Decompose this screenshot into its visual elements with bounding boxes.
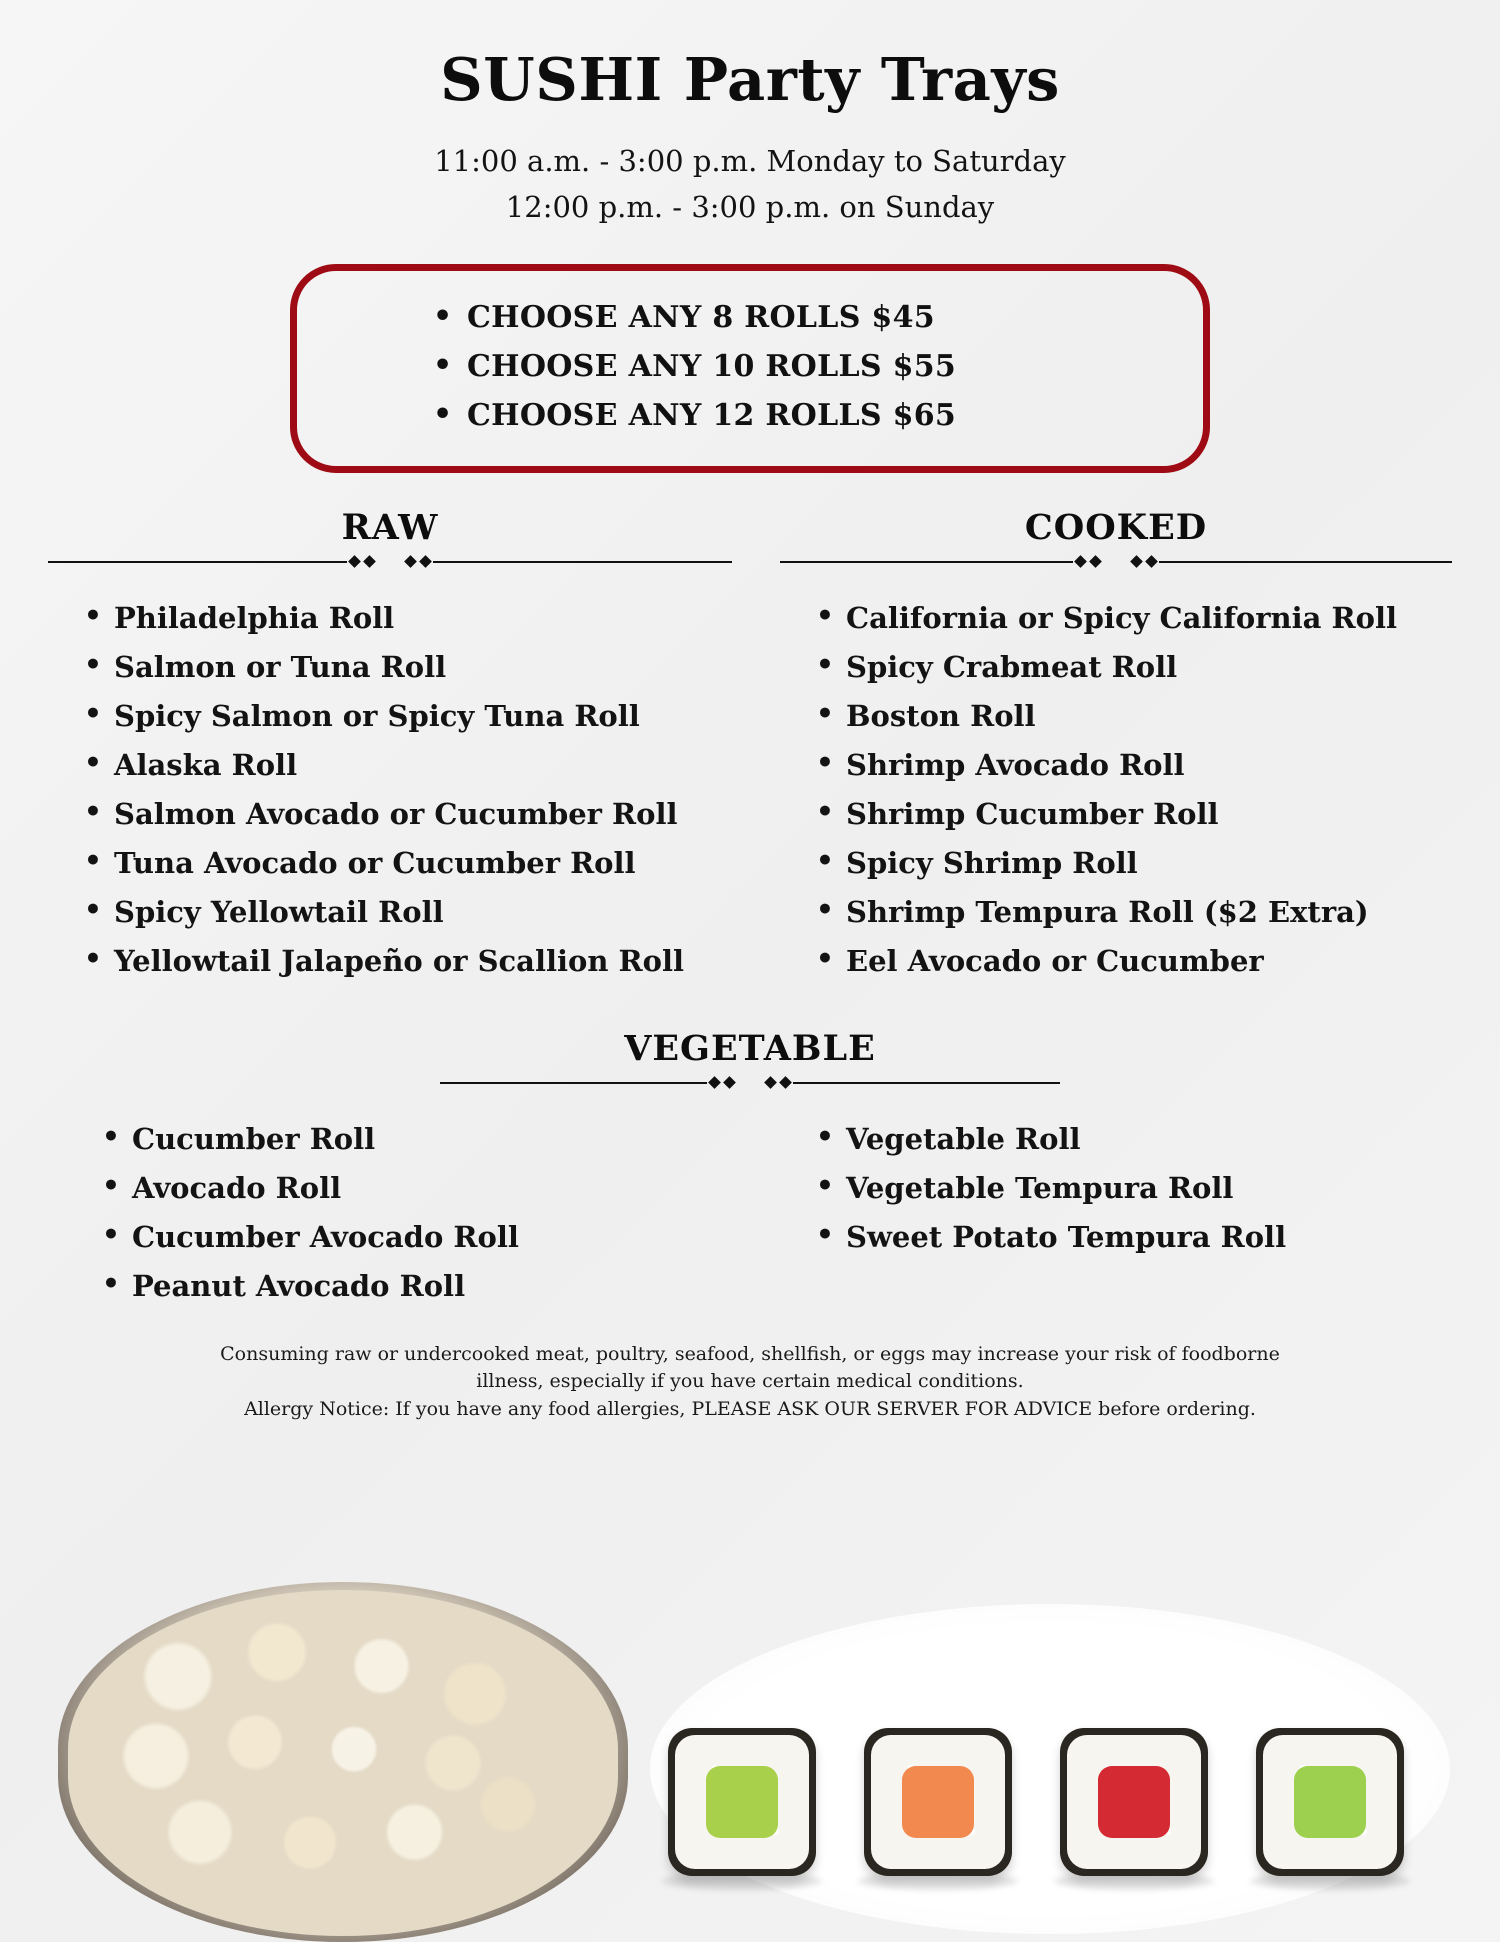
list-item[interactable]: • Sweet Potato Tempura Roll bbox=[846, 1213, 1452, 1262]
filling-cucumber bbox=[1294, 1766, 1366, 1838]
list-item[interactable]: • Cucumber Roll bbox=[132, 1115, 732, 1164]
diamond-icon bbox=[779, 1077, 792, 1090]
vegetable-heading-wrap bbox=[440, 1028, 1060, 1093]
list-item[interactable]: • Cucumber Avocado Roll bbox=[132, 1213, 732, 1262]
section-divider bbox=[440, 1073, 1060, 1093]
sushi-roll-avocado bbox=[668, 1728, 816, 1876]
cooked-items-list bbox=[780, 594, 1452, 986]
divider-line bbox=[1159, 561, 1452, 563]
sushi-tray-surface bbox=[68, 1590, 618, 1936]
price-option[interactable]: • CHOOSE ANY 12 ROLLS $65 bbox=[467, 391, 1183, 440]
raw-items-list bbox=[48, 594, 732, 986]
list-item[interactable]: • Yellowtail Jalapeño or Scallion Roll bbox=[114, 937, 732, 986]
list-item[interactable]: • Shrimp Avocado Roll bbox=[846, 741, 1452, 790]
list-item[interactable]: • Tuna Avocado or Cucumber Roll bbox=[114, 839, 732, 888]
diamond-icon bbox=[419, 556, 432, 569]
sushi-roll-tuna bbox=[1060, 1728, 1208, 1876]
list-item[interactable]: • Shrimp Tempura Roll ($2 Extra) bbox=[846, 888, 1452, 937]
vegetable-items-right bbox=[780, 1115, 1452, 1262]
diamond-icon bbox=[708, 1077, 721, 1090]
vegetable-section bbox=[0, 1028, 1500, 1311]
photo-strip bbox=[0, 1562, 1500, 1942]
disclaimer-line-2: illness, especially if you have certain medical conditions. bbox=[476, 1370, 1024, 1393]
list-item[interactable]: • Spicy Crabmeat Roll bbox=[846, 643, 1452, 692]
diamond-icon bbox=[363, 556, 376, 569]
list-item[interactable]: • Alaska Roll bbox=[114, 741, 732, 790]
section-title-cooked: COOKED bbox=[1024, 506, 1208, 548]
sushi-tray-photo bbox=[58, 1582, 628, 1942]
filling-avocado bbox=[706, 1766, 778, 1838]
price-options-list bbox=[317, 293, 1183, 440]
section-title-raw: RAW bbox=[341, 506, 439, 548]
list-item[interactable]: • Vegetable Tempura Roll bbox=[846, 1164, 1452, 1213]
section-divider bbox=[48, 552, 732, 572]
list-item[interactable]: • California or Spicy California Roll bbox=[846, 594, 1452, 643]
list-item[interactable]: • Eel Avocado or Cucumber bbox=[846, 937, 1452, 986]
cooked-section bbox=[750, 507, 1452, 986]
list-item[interactable]: • Avocado Roll bbox=[132, 1164, 732, 1213]
diamond-icon bbox=[1089, 556, 1102, 569]
divider-line bbox=[433, 561, 732, 563]
vegetable-items-left bbox=[66, 1115, 732, 1311]
price-option[interactable]: • CHOOSE ANY 8 ROLLS $45 bbox=[467, 293, 1183, 342]
diamond-icon bbox=[764, 1077, 777, 1090]
diamond-icon bbox=[1074, 556, 1087, 569]
filling-salmon bbox=[902, 1766, 974, 1838]
diamond-icon bbox=[723, 1077, 736, 1090]
price-options-box bbox=[290, 264, 1210, 473]
vegetable-left-column bbox=[48, 1115, 750, 1311]
divider-line bbox=[440, 1082, 707, 1084]
list-item[interactable]: • Spicy Shrimp Roll bbox=[846, 839, 1452, 888]
list-item[interactable]: • Vegetable Roll bbox=[846, 1115, 1452, 1164]
section-title-vegetable: VEGETABLE bbox=[624, 1027, 876, 1069]
page-title: SUSHI Party Trays bbox=[440, 45, 1060, 114]
divider-line bbox=[780, 561, 1073, 563]
list-item[interactable]: • Salmon Avocado or Cucumber Roll bbox=[114, 790, 732, 839]
list-item[interactable]: • Spicy Salmon or Spicy Tuna Roll bbox=[114, 692, 732, 741]
sushi-roll-salmon bbox=[864, 1728, 1012, 1876]
diamond-icon bbox=[348, 556, 361, 569]
list-item[interactable]: • Salmon or Tuna Roll bbox=[114, 643, 732, 692]
diamond-icon bbox=[1130, 556, 1143, 569]
list-item[interactable]: • Shrimp Cucumber Roll bbox=[846, 790, 1452, 839]
disclaimer-block bbox=[0, 1341, 1500, 1424]
list-item[interactable]: • Philadelphia Roll bbox=[114, 594, 732, 643]
disclaimer-line-1: Consuming raw or undercooked meat, poultry, seafood, shellfish, or eggs may increase your risk of foodborne bbox=[220, 1342, 1280, 1365]
diamond-icon bbox=[1145, 556, 1158, 569]
filling-tuna bbox=[1098, 1766, 1170, 1838]
disclaimer-line-3: Allergy Notice: If you have any food allergies, PLEASE ASK OUR SERVER FOR ADVICE before ordering. bbox=[244, 1398, 1256, 1421]
diamond-icon bbox=[404, 556, 417, 569]
list-item[interactable]: • Peanut Avocado Roll bbox=[132, 1262, 732, 1311]
price-option[interactable]: • CHOOSE ANY 10 ROLLS $55 bbox=[467, 342, 1183, 391]
list-item[interactable]: • Spicy Yellowtail Roll bbox=[114, 888, 732, 937]
vegetable-right-column bbox=[750, 1115, 1452, 1311]
hours-line-1: 11:00 a.m. - 3:00 p.m. Monday to Saturday bbox=[434, 143, 1066, 178]
menu-columns bbox=[0, 507, 1500, 986]
list-item[interactable]: • Boston Roll bbox=[846, 692, 1452, 741]
sushi-roll-cucumber bbox=[1256, 1728, 1404, 1876]
divider-line bbox=[793, 1082, 1060, 1084]
raw-section bbox=[48, 507, 750, 986]
hours-line-2: 12:00 p.m. - 3:00 p.m. on Sunday bbox=[505, 189, 995, 224]
vegetable-columns bbox=[48, 1115, 1452, 1311]
hours-block bbox=[0, 138, 1500, 230]
section-divider bbox=[780, 552, 1452, 572]
divider-line bbox=[48, 561, 347, 563]
four-sushi-rolls-photo bbox=[650, 1604, 1450, 1934]
